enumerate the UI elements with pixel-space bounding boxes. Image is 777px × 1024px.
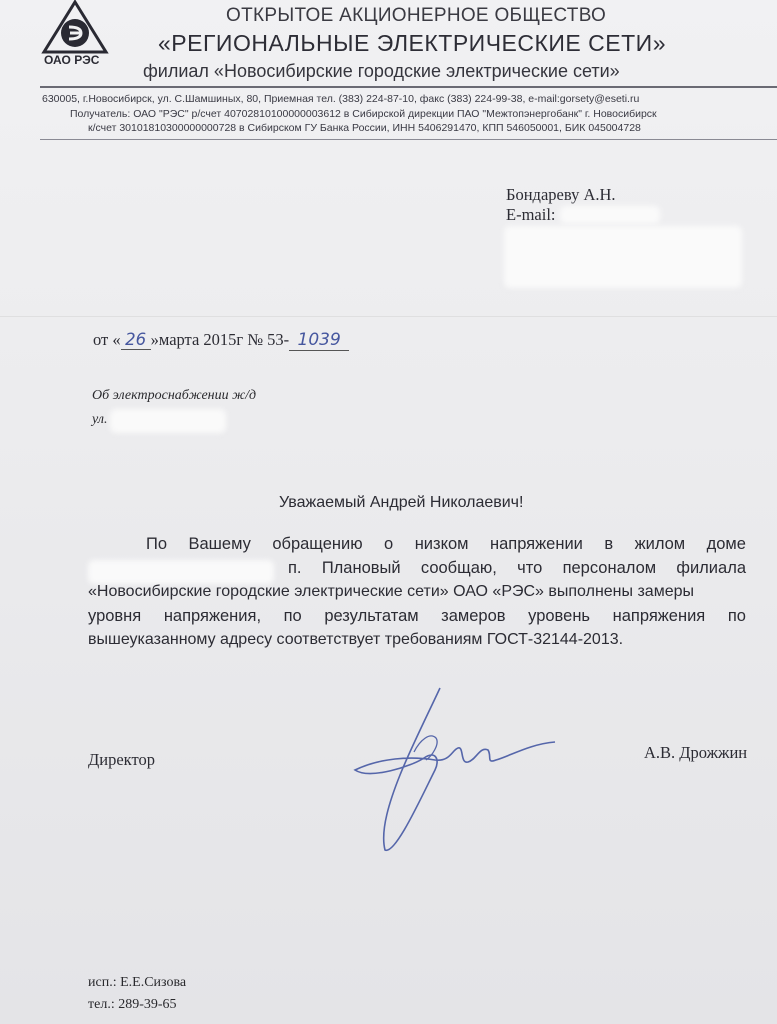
recipient-name: Бондареву А.Н. (506, 185, 616, 204)
ref-date-text: »марта 2015г № 53- (150, 330, 290, 349)
company-type-heading: ОТКРЫТОЕ АКЦИОНЕРНОЕ ОБЩЕСТВО (226, 5, 607, 26)
executor-name: исп.: Е.Е.Сизова (88, 975, 187, 990)
body-line-5: вышеуказанному адресу соответствует требованиям ГОСТ-32144-2013. (88, 631, 624, 648)
body-line-1: По Вашему обращению о низком напряжении в жилом доме (146, 535, 746, 553)
letter-reference (93, 330, 349, 351)
paper-fold (0, 316, 777, 317)
ref-day: 26 (121, 330, 151, 350)
redacted-street (110, 409, 226, 433)
requisites-divider (40, 139, 777, 140)
header-divider (40, 86, 777, 88)
subject-line-1: Об электроснабжении ж/д (92, 388, 257, 403)
body-line-4: уровня напряжения, по результатам замеров уровень напряжения по (88, 607, 746, 625)
redacted-recipient-details (504, 226, 742, 288)
executor-phone: тел.: 289-39-65 (88, 997, 177, 1012)
branch-heading: филиал «Новосибирские городские электрические сети» (143, 61, 620, 81)
ref-number: 1039 (289, 330, 349, 351)
address-line: 630005, г.Новосибирск, ул. С.Шамшиных, 80, Приемная тел. (383) 224-87-10, факс (383) 224-99-38, e-mail:gorsety@eseti.ru (42, 93, 640, 105)
signatory-title: Директор (88, 750, 155, 769)
ref-prefix: от « (93, 330, 121, 349)
company-name-heading: «РЕГИОНАЛЬНЫЕ ЭЛЕКТРИЧЕСКИЕ СЕТИ» (158, 30, 666, 56)
body-line-3: «Новосибирские городские электрические сети» ОАО «РЭС» выполнены замеры (88, 583, 694, 600)
bank-details-line-1: Получатель: ОАО "РЭС" р/счет 40702810100000003612 в Сибирской дирекции ПАО "Межтопэнергобанк" г. Новосибирск (70, 108, 657, 120)
handwritten-signature (340, 680, 570, 860)
subject-line-2: ул. (92, 412, 108, 427)
logo-label: ОАО РЭС (44, 53, 100, 67)
recipient-email-label: E-mail: (506, 205, 556, 224)
redacted-email (560, 206, 660, 224)
greeting: Уважаемый Андрей Николаевич! (279, 494, 524, 511)
body-line-2: п. Плановый сообщаю, что персоналом филиала (288, 559, 746, 577)
bank-details-line-2: к/счет 30101810300000000728 в Сибирском ГУ Банка России, ИНН 5406291470, КПП 546050001, БИК 045004728 (88, 122, 641, 134)
company-logo (40, 0, 110, 55)
signatory-name: А.В. Дрожжин (644, 743, 748, 762)
